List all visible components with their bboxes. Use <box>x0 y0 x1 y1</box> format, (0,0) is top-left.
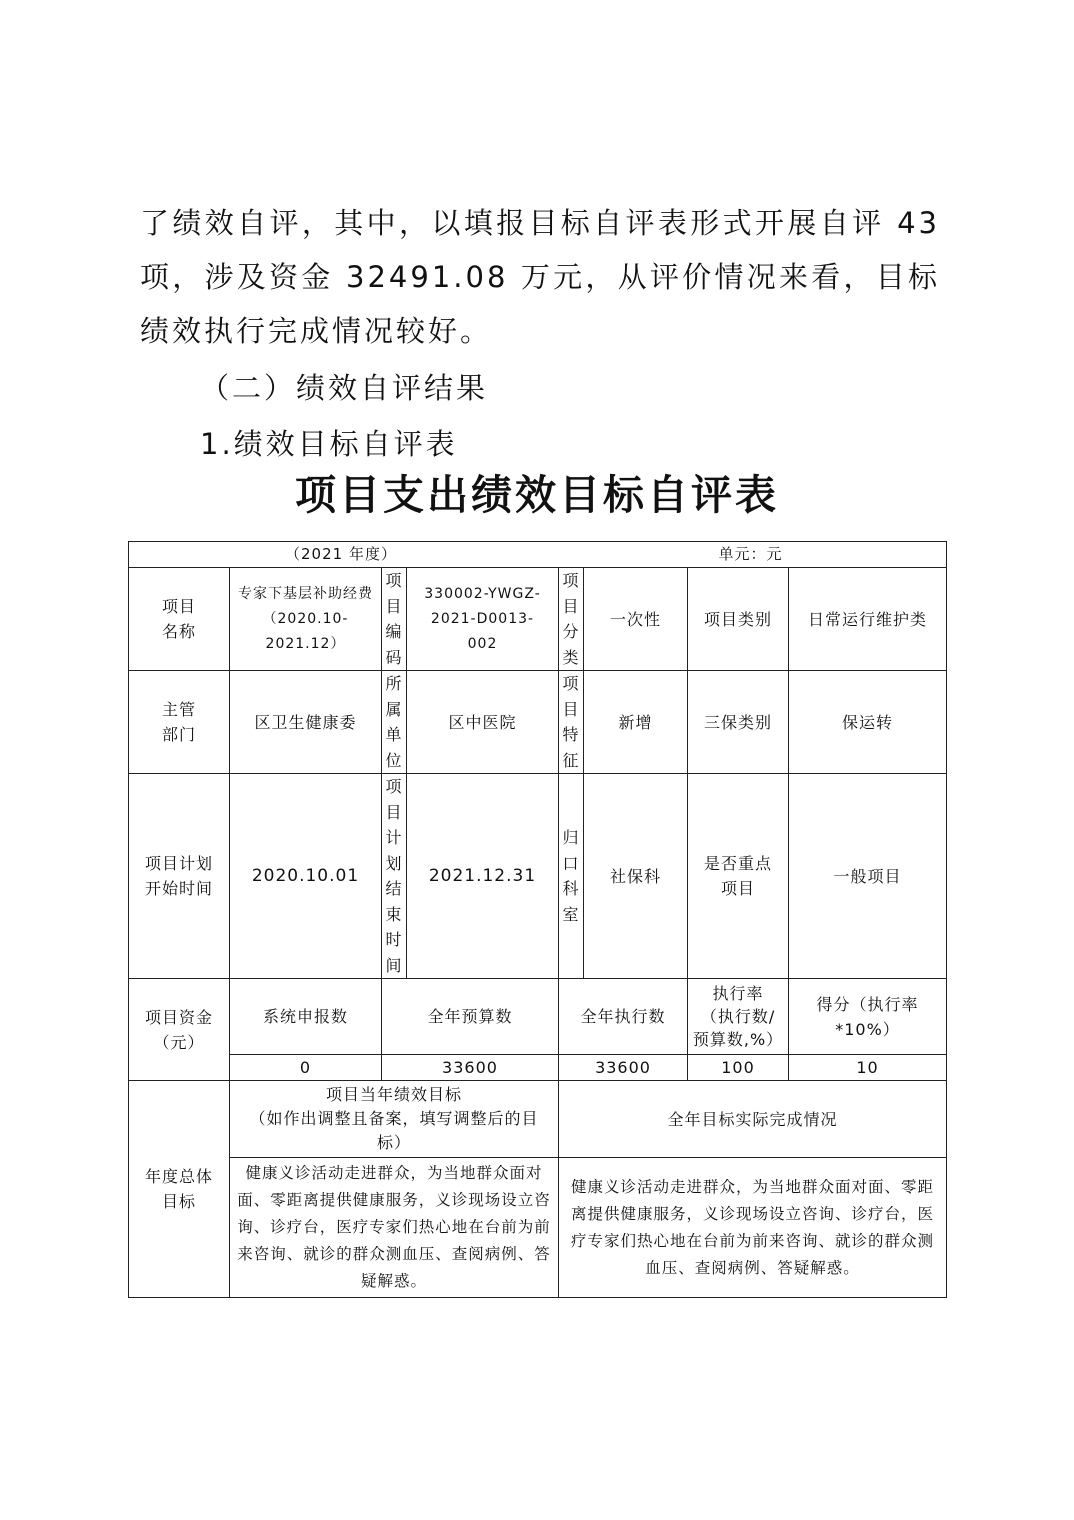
table-row <box>129 979 947 1055</box>
goal-header: 项目当年绩效目标 （如作出调整且备案，填写调整后的目 标） <box>230 1081 559 1158</box>
actual-text: 健康义诊活动走进群众，为当地群众面对面、零距离提供健康服务，义诊现场设立咨询、诊疗台，医疗专家们热心地在台前为前来咨询、就诊的群众测血压、查阅病例、答疑解惑。 <box>559 1158 947 1298</box>
table-row <box>129 671 947 774</box>
funds-declared-value: 0 <box>230 1055 382 1081</box>
table-row <box>129 1055 947 1081</box>
funds-score-value: 10 <box>789 1055 947 1081</box>
funds-declared-header: 系统申报数 <box>230 979 382 1055</box>
project-category-value: 一次性 <box>584 568 688 671</box>
department-label: 主管 部门 <box>129 671 230 774</box>
section-heading: （二）绩效自评结果 <box>200 371 489 405</box>
table-row <box>129 1158 947 1298</box>
self-evaluation-table <box>128 541 947 1298</box>
project-type-label: 项目类别 <box>688 568 789 671</box>
actual-header: 全年目标实际完成情况 <box>559 1081 947 1158</box>
start-time-value: 2020.10.01 <box>230 774 382 979</box>
intro-paragraph: 了绩效自评，其中，以填报目标自评表形式开展自评 43 项，涉及资金 32491.08 万元，从评价情况来看，目标绩效执行完成情况较好。 <box>140 206 940 348</box>
funds-rate-value: 100 <box>688 1055 789 1081</box>
department-value: 区卫生健康委 <box>230 671 382 774</box>
start-time-label: 项目计划 开始时间 <box>129 774 230 979</box>
unit-label: 单元：元 <box>559 542 947 568</box>
project-code-label: 项 目 编 码 <box>382 568 407 671</box>
funds-label: 项目资金 （元） <box>129 979 230 1081</box>
project-name-value: 专家下基层补助经费 （2020.10- 2021.12） <box>230 568 382 671</box>
guarantee-type-label: 三保类别 <box>688 671 789 774</box>
table-row <box>129 774 947 979</box>
project-feature-value: 新增 <box>584 671 688 774</box>
year-label: （2021 年度） <box>129 542 559 568</box>
funds-rate-header: 执行率 （执行数/ 预算数,%） <box>688 979 789 1055</box>
guarantee-type-value: 保运转 <box>789 671 947 774</box>
unit-owner-label: 所 属 单 位 <box>382 671 407 774</box>
funds-executed-header: 全年执行数 <box>559 979 688 1055</box>
funds-budget-header: 全年预算数 <box>382 979 559 1055</box>
responsible-office-value: 社保科 <box>584 774 688 979</box>
project-name-label: 项目 名称 <box>129 568 230 671</box>
project-type-value: 日常运行维护类 <box>789 568 947 671</box>
project-category-label: 项 目 分 类 <box>559 568 584 671</box>
key-project-label: 是否重点 项目 <box>688 774 789 979</box>
end-time-label: 项 目 计 划 结 束 时 间 <box>382 774 407 979</box>
goal-text: 健康义诊活动走进群众，为当地群众面对面、零距离提供健康服务，义诊现场设立咨询、诊疗台，医疗专家们热心地在台前为前来咨询、就诊的群众测血压、查阅病例、答疑解惑。 <box>230 1158 559 1298</box>
table-row <box>129 568 947 671</box>
unit-owner-value: 区中医院 <box>407 671 559 774</box>
project-feature-label: 项 目 特 征 <box>559 671 584 774</box>
subsection-heading: 1.绩效目标自评表 <box>200 427 458 461</box>
table-title: 项目支出绩效目标自评表 <box>295 471 779 519</box>
annual-goal-label: 年度总体 目标 <box>129 1081 230 1298</box>
funds-executed-value: 33600 <box>559 1055 688 1081</box>
funds-score-header: 得分（执行率 *10%） <box>789 979 947 1055</box>
project-code-value: 330002-YWGZ- 2021-D0013- 002 <box>407 568 559 671</box>
key-project-value: 一般项目 <box>789 774 947 979</box>
responsible-office-label: 归 口 科 室 <box>559 774 584 979</box>
table-row <box>129 1081 947 1158</box>
funds-budget-value: 33600 <box>382 1055 559 1081</box>
end-time-value: 2021.12.31 <box>407 774 559 979</box>
